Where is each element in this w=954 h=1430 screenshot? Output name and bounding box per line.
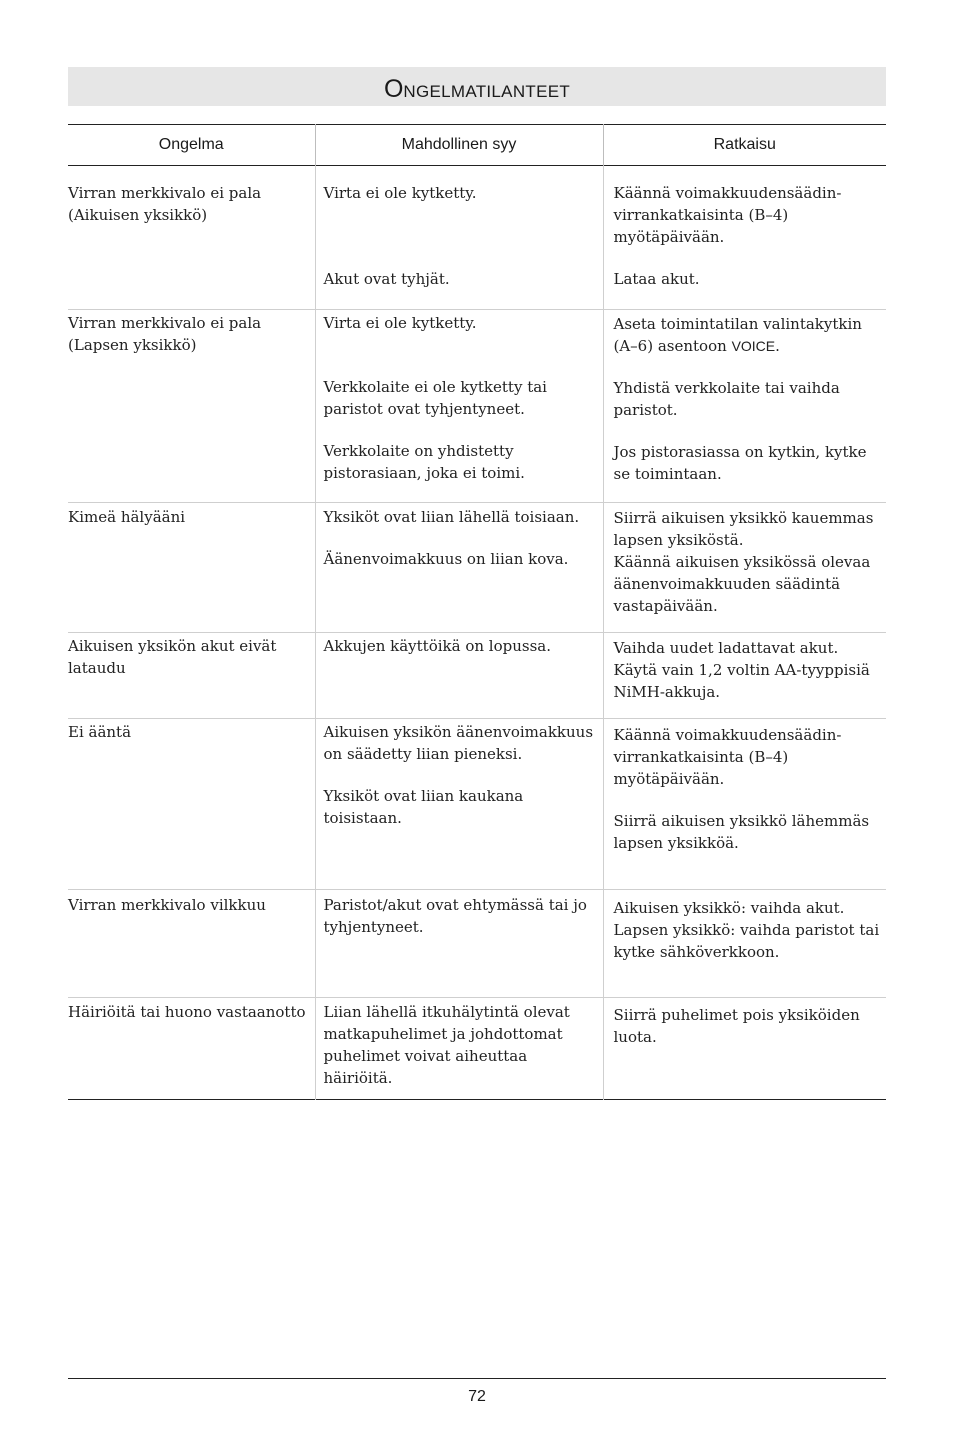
problem-cell xyxy=(68,633,315,719)
cause-text: Akut ovat tyhjät. xyxy=(323,270,450,288)
troubleshooting-table xyxy=(68,124,886,1100)
cause-text: Yksiköt ovat liian lähellä toisiaan. xyxy=(323,508,580,526)
problem-text: Virran merkkivalo ei pala (Aikuisen yksikkö) xyxy=(68,184,262,224)
cause-text: Verkkolaite ei ole kytketty tai paristot ovat tyhjentyneet. xyxy=(323,378,547,418)
table-header-row xyxy=(68,125,886,166)
problem-text: Aikuisen yksikön akut eivät lataudu xyxy=(68,637,277,677)
cause-cell xyxy=(315,166,603,310)
problem-text: Virran merkkivalo vilkkuu xyxy=(68,896,266,914)
cause-text: Paristot/akut ovat ehtymässä tai jo tyhjentyneet. xyxy=(323,896,587,936)
solution-text: Aseta toimintatilan valintakytkin (A–6) asentoon VOICE. xyxy=(613,315,862,355)
table-row xyxy=(68,166,886,310)
solution-text: Siirrä puhelimet pois yksiköiden luota. xyxy=(613,1006,860,1046)
cause-text: Äänenvoimakkuus on liian kova. xyxy=(323,550,569,568)
solution-cell xyxy=(603,998,886,1100)
problem-cell xyxy=(68,998,315,1100)
section-title xyxy=(68,67,886,106)
problem-text: Kimeä hälyääni xyxy=(68,508,186,526)
solution-text: Jos pistorasiassa on kytkin, kytke se toimintaan. xyxy=(613,443,867,483)
problem-cell xyxy=(68,166,315,310)
table-row xyxy=(68,503,886,633)
solution-text: Käännä voimakkuudensäädin-virrankatkaisinta (B–4) myötäpäivään. xyxy=(613,184,842,246)
cause-cell xyxy=(315,719,603,890)
table-row xyxy=(68,310,886,503)
table-row xyxy=(68,633,886,719)
problem-text: Häiriöitä tai huono vastaanotto xyxy=(68,1003,306,1021)
solution-text: Käytä vain 1,2 voltin AA-tyyppisiä NiMH-akkuja. xyxy=(613,661,870,701)
header-problem: Ongelma xyxy=(158,136,224,153)
header-cause: Mahdollinen syy xyxy=(315,125,603,166)
cause-text: Yksiköt ovat liian kaukana toisistaan. xyxy=(323,787,524,827)
solution-cell xyxy=(603,719,886,890)
problem-cell xyxy=(68,310,315,503)
solution-text: Siirrä aikuisen yksikkö kauemmas lapsen yksiköstä. xyxy=(613,509,874,549)
problem-cell xyxy=(68,503,315,633)
cause-cell xyxy=(315,998,603,1100)
cause-text: Verkkolaite on yhdistetty pistorasiaan, joka ei toimi. xyxy=(323,442,525,482)
cause-cell xyxy=(315,503,603,633)
cause-cell xyxy=(315,890,603,998)
section-title-rest: NGELMATILANTEET xyxy=(403,82,571,101)
solution-text: Aikuisen yksikkö: vaihda akut. xyxy=(613,899,845,917)
solution-cell xyxy=(603,890,886,998)
header-solution: Ratkaisu xyxy=(603,125,886,166)
solution-cell xyxy=(603,310,886,503)
solution-text: Vaihda uudet ladattavat akut. xyxy=(613,639,839,657)
footer-divider xyxy=(68,1378,886,1379)
table-row xyxy=(68,719,886,890)
solution-cell xyxy=(603,166,886,310)
solution-cell xyxy=(603,633,886,719)
solution-text-part: Aseta toimintatilan valintakytkin (A–6) asentoon xyxy=(613,315,862,355)
page-number: 72 xyxy=(468,1388,486,1405)
solution-text: Lataa akut. xyxy=(613,270,700,288)
problem-text: Virran merkkivalo ei pala (Lapsen yksikkö) xyxy=(68,314,262,354)
cause-text: Virta ei ole kytketty. xyxy=(323,314,477,332)
solution-text: Siirrä aikuisen yksikkö lähemmäs lapsen yksikköä. xyxy=(613,812,870,852)
solution-text: Käännä aikuisen yksikössä olevaa äänenvoimakkuuden säädintä vastapäivään. xyxy=(613,553,871,615)
cause-cell xyxy=(315,310,603,503)
cause-text: Liian lähellä itkuhälytintä olevat matkapuhelimet ja johdottomat puhelimet voivat aiheuttaa häiriöitä. xyxy=(323,1003,570,1087)
cause-text: Aikuisen yksikön äänenvoimakkuus on säädetty liian pieneksi. xyxy=(323,723,594,763)
problem-cell xyxy=(68,890,315,998)
section-title-initial: O xyxy=(383,75,404,103)
solution-text: Lapsen yksikkö: vaihda paristot tai kytke sähköverkkoon. xyxy=(613,921,880,961)
cause-cell xyxy=(315,633,603,719)
problem-text: Ei ääntä xyxy=(68,723,132,741)
solution-text: Yhdistä verkkolaite tai vaihda paristot. xyxy=(613,379,840,419)
cause-text: Virta ei ole kytketty. xyxy=(323,184,477,202)
voice-label: VOICE xyxy=(731,338,776,354)
solution-text: Käännä voimakkuudensäädin-virrankatkaisinta (B–4) myötäpäivään. xyxy=(613,726,842,788)
problem-cell xyxy=(68,719,315,890)
solution-cell xyxy=(603,503,886,633)
table-row xyxy=(68,890,886,998)
cause-text: Akkujen käyttöikä on lopussa. xyxy=(323,637,551,655)
table-row xyxy=(68,998,886,1100)
